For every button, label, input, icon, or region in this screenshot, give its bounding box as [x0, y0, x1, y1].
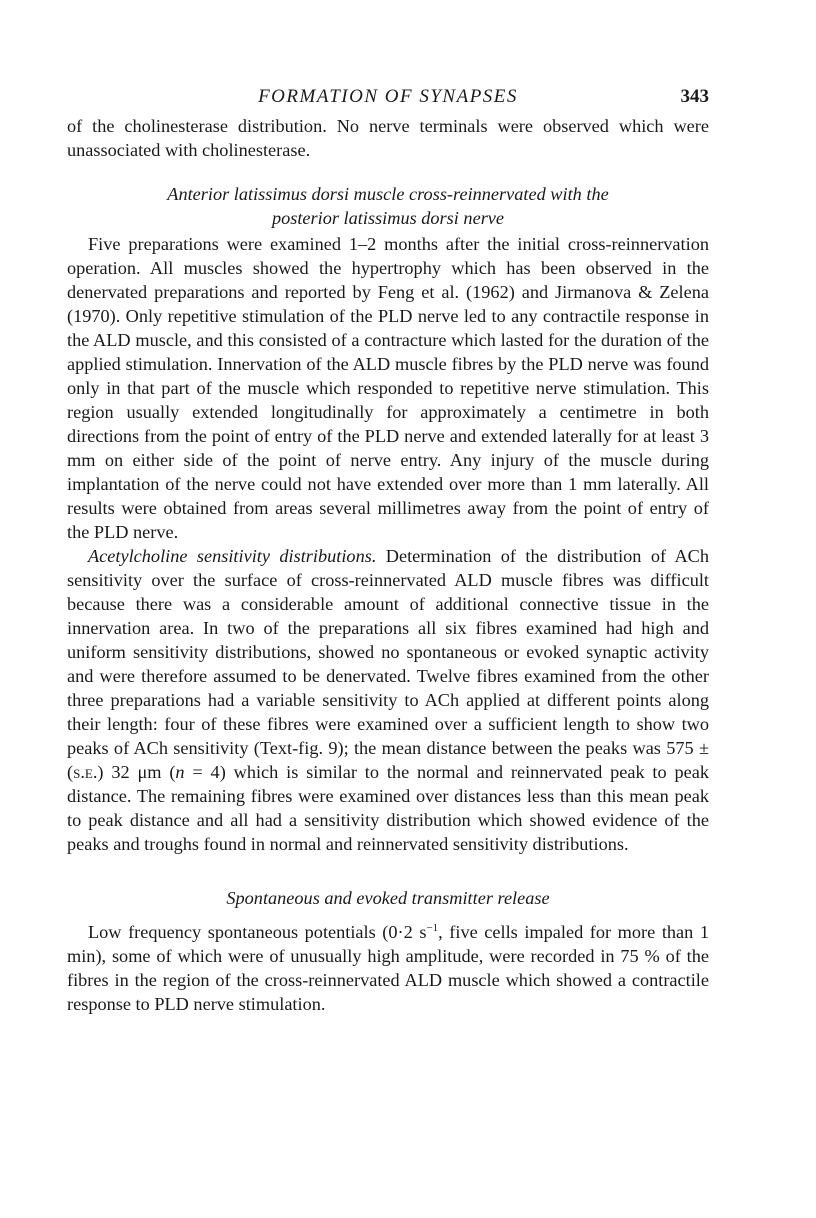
- section-heading-line-1: Anterior latissimus dorsi muscle cross-reinnervated with the: [167, 184, 609, 204]
- section-heading-ald-cross-reinnervated: [67, 182, 709, 230]
- paragraph-continued: of the cholinesterase distribution. No nerve terminals were observed which were unassociated with cholinesterase.: [67, 116, 709, 160]
- sample-size-symbol: n: [175, 762, 185, 782]
- running-head: [67, 86, 709, 114]
- paragraph-preparations: Five preparations were examined 1–2 months after the initial cross-reinnervation operation. All muscles showed the hypertrophy which has been observed in the denervated preparations and reported by Feng et al. (1962) and Jirmanova & Zelena (1970). Only repetitive stimulation of the PLD nerve led to any contractile response in the ALD muscle, and this consisted of a contracture which lasted for the duration of the applied stimulation. Innervation of the ALD muscle fibres by the PLD nerve was found only in that part of the muscle which responded to repetitive nerve stimulation. This region usually extended longitudinally for approximately a centimetre in both directions from the point of entry of the PLD nerve and extended laterally for at least 3 mm on either side of the point of nerve entry. Any injury of the muscle during implantation of the nerve could not have extended over more than 1 mm laterally. All results were obtained from areas several millimetres away from the point of entry of the PLD nerve.: [67, 234, 709, 542]
- section-heading-line-2: posterior latissimus dorsi nerve: [271, 208, 505, 228]
- standard-error-abbrev: s.e.: [73, 762, 98, 782]
- paragraph-spontaneous-potentials: [67, 920, 709, 1016]
- ach-text-part-1: Determination of the distribution of ACh sensitivity over the surface of cross-reinnervated ALD muscle fibres was difficult because there was a considerable amount of additional connective tissue in the innervation area. In two of the preparations all six fibres examined had high and uniform sensitivity distributions, showed no spontaneous or evoked synaptic activity and were therefore assumed to be denervated. Twelve fibres examined from the other three preparations had a variable sensitivity to ACh applied at different points along their length: four of these fibres were examined over a sufficient length to show two peaks of ACh sensitivity (Text-fig. 9); the mean distance between the peaks was 575 ± (: [67, 546, 709, 782]
- spontaneous-text-part-2: , five cells impaled for more than 1 min), some of which were of unusually high amplitude, were recorded in 75 % of the fibres in the region of the cross-reinnervated ALD muscle which showed a contractile response to PLD nerve stimulation.: [67, 922, 709, 1014]
- ach-text-part-3: = 4) which is similar to the normal and reinnervated peak to peak distance. The remaining fibres were examined over distances less than this mean peak to peak distance and all had a sensitivity distribution which showed evidence of the peaks and troughs found in normal and reinnervated sensitivity distributions.: [67, 762, 709, 854]
- ach-text-part-2: ) 32 μm (: [97, 762, 176, 782]
- paragraph-ach-sensitivity: [67, 544, 709, 856]
- running-title: FORMATION OF SYNAPSES: [258, 86, 518, 107]
- section-heading-transmitter-release: Spontaneous and evoked transmitter release: [226, 888, 550, 908]
- run-in-heading: Acetylcholine sensitivity distributions.: [88, 546, 377, 566]
- superscript-exponent: −1: [426, 921, 439, 934]
- spontaneous-text-part-1: Low frequency spontaneous potentials (0·2 s: [88, 922, 427, 942]
- page-number: 343: [680, 86, 709, 107]
